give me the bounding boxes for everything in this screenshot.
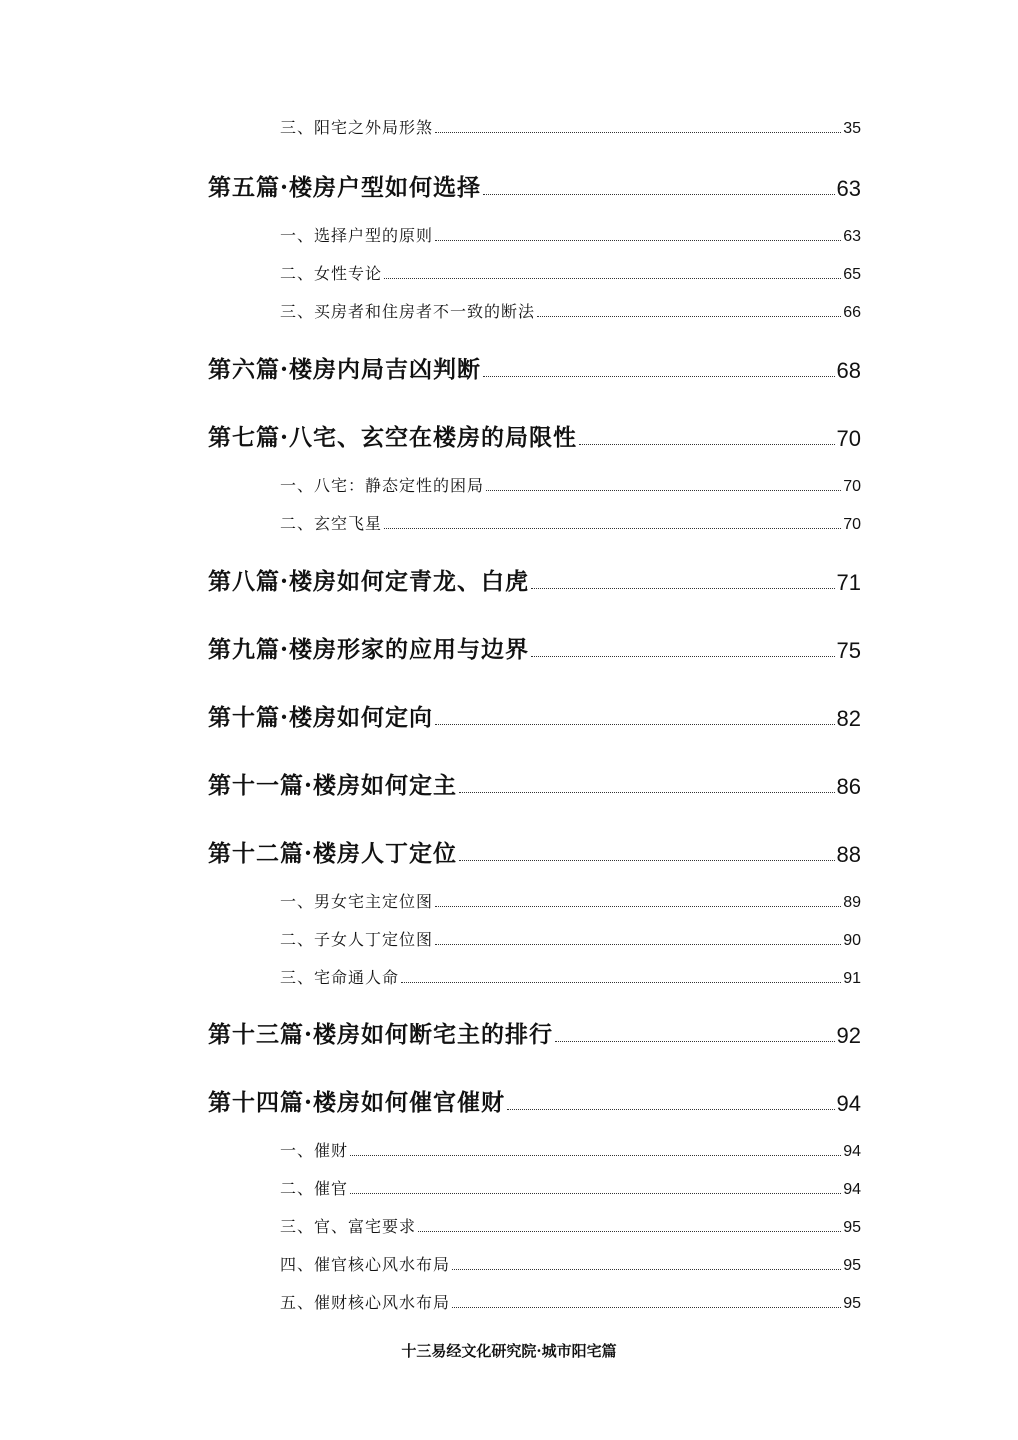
toc-entry-page-number: 70 (843, 478, 861, 495)
toc-entry-page-number: 75 (836, 638, 861, 663)
toc-entry-page-number: 95 (843, 1219, 861, 1236)
toc-entry-page-number: 94 (836, 1091, 861, 1116)
toc-entry-title: 第六篇·楼房内局吉凶判断 (208, 356, 482, 383)
toc-entry-title: 第十二篇·楼房人丁定位 (208, 840, 458, 867)
dot-leader (435, 240, 841, 241)
toc-section-entry (280, 260, 861, 284)
toc-entry-page-number: 94 (843, 1181, 861, 1198)
dot-leader (459, 860, 835, 861)
toc-entry-title: 第十篇·楼房如何定向 (208, 704, 434, 731)
dot-leader (435, 906, 841, 907)
dot-leader (401, 982, 841, 983)
toc-section-entry (280, 222, 861, 246)
toc-section-entry (280, 964, 861, 988)
toc-chapter-entry (208, 698, 861, 732)
toc-entry-title: 第五篇·楼房户型如何选择 (208, 174, 482, 201)
toc-entry-page-number: 70 (836, 426, 861, 451)
toc-entry-title: 第十一篇·楼房如何定主 (208, 772, 458, 799)
toc-chapter-entry (208, 418, 861, 452)
toc-section-entry (280, 114, 861, 138)
toc-chapter-entry (208, 630, 861, 664)
toc-section-entry (280, 1289, 861, 1313)
dot-leader (483, 376, 835, 377)
toc-entry-page-number: 89 (843, 894, 861, 911)
dot-leader (435, 132, 841, 133)
toc-entry-title: 一、男女宅主定位图 (280, 892, 434, 911)
toc-entry-title: 第七篇·八宅、玄空在楼房的局限性 (208, 424, 578, 451)
dot-leader (350, 1155, 841, 1156)
toc-entry-page-number: 94 (843, 1143, 861, 1160)
toc-entry-title: 五、催财核心风水布局 (280, 1293, 451, 1312)
toc-entry-page-number: 68 (836, 358, 861, 383)
toc-entry-title: 第九篇·楼房形家的应用与边界 (208, 636, 530, 663)
toc-entry-title: 二、女性专论 (280, 264, 383, 283)
toc-section-entry (280, 1137, 861, 1161)
toc-entry-page-number: 86 (836, 774, 861, 799)
toc-entry-page-number: 70 (843, 516, 861, 533)
toc-entry-page-number: 71 (836, 570, 861, 595)
toc-entry-title: 二、玄空飞星 (280, 514, 383, 533)
toc-chapter-entry (208, 766, 861, 800)
toc-chapter-entry (208, 834, 861, 868)
page-footer: 十三易经文化研究院·城市阳宅篇 (401, 1342, 617, 1360)
toc-section-entry (280, 1213, 861, 1237)
dot-leader (486, 490, 841, 491)
dot-leader (452, 1307, 841, 1308)
toc-section-entry (280, 1251, 861, 1275)
toc-entry-title: 三、宅命通人命 (280, 968, 400, 987)
toc-entry-title: 四、催官核心风水布局 (280, 1255, 451, 1274)
toc-entry-page-number: 90 (843, 932, 861, 949)
toc-entry-page-number: 88 (836, 842, 861, 867)
toc-chapter-entry (208, 562, 861, 596)
dot-leader (579, 444, 835, 445)
toc-entry-title: 二、子女人丁定位图 (280, 930, 434, 949)
toc-entry-page-number: 63 (843, 228, 861, 245)
toc-entry-title: 三、买房者和住房者不一致的断法 (280, 302, 536, 321)
toc-section-entry (280, 926, 861, 950)
dot-leader (483, 194, 835, 195)
toc-entry-page-number: 35 (843, 120, 861, 137)
dot-leader (537, 316, 841, 317)
dot-leader (452, 1269, 841, 1270)
dot-leader (531, 588, 835, 589)
toc-section-entry (280, 888, 861, 912)
toc-entry-title: 二、催官 (280, 1179, 349, 1198)
toc-entry-title: 一、催财 (280, 1141, 349, 1160)
toc-entry-page-number: 95 (843, 1257, 861, 1274)
toc-chapter-entry (208, 168, 861, 202)
toc-entry-page-number: 91 (843, 970, 861, 987)
toc-entry-page-number: 95 (843, 1295, 861, 1312)
dot-leader (435, 724, 835, 725)
dot-leader (384, 278, 841, 279)
toc-entry-title: 一、八宅：静态定性的困局 (280, 476, 485, 495)
dot-leader (384, 528, 841, 529)
toc-section-entry (280, 1175, 861, 1199)
toc-entry-title: 第十四篇·楼房如何催官催财 (208, 1089, 506, 1116)
dot-leader (459, 792, 835, 793)
dot-leader (507, 1109, 835, 1110)
toc-entry-title: 第八篇·楼房如何定青龙、白虎 (208, 568, 530, 595)
dot-leader (555, 1041, 835, 1042)
toc-chapter-entry (208, 1015, 861, 1049)
toc-entry-page-number: 63 (836, 176, 861, 201)
toc-entry-page-number: 65 (843, 266, 861, 283)
dot-leader (435, 944, 841, 945)
toc-section-entry (280, 510, 861, 534)
toc-chapter-entry (208, 350, 861, 384)
dot-leader (418, 1231, 841, 1232)
toc-entry-title: 三、官、富宅要求 (280, 1217, 417, 1236)
toc-entry-title: 第十三篇·楼房如何断宅主的排行 (208, 1021, 554, 1048)
toc-entry-page-number: 92 (836, 1023, 861, 1048)
toc-entry-page-number: 82 (836, 706, 861, 731)
toc-section-entry (280, 298, 861, 322)
toc-entry-page-number: 66 (843, 304, 861, 321)
toc-entry-title: 三、阳宅之外局形煞 (280, 118, 434, 137)
toc-section-entry (280, 472, 861, 496)
toc-chapter-entry (208, 1083, 861, 1117)
dot-leader (531, 656, 835, 657)
dot-leader (350, 1193, 841, 1194)
toc-entry-title: 一、选择户型的原则 (280, 226, 434, 245)
